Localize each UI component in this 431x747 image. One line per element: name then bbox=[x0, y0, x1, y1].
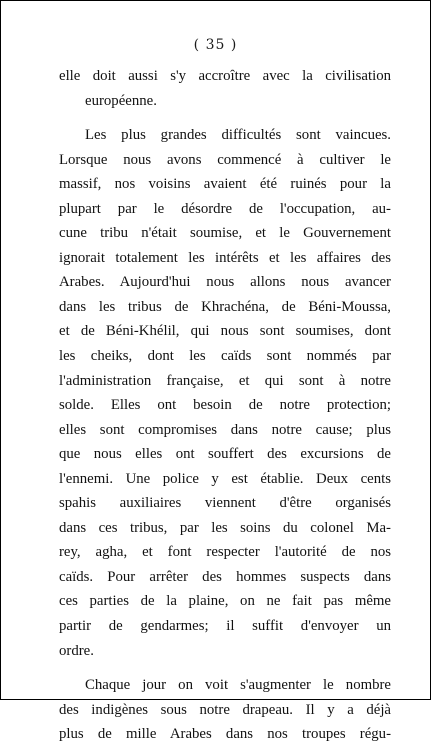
text-line: partir de gendarmes; il suffit d'envoyer un bbox=[59, 618, 391, 635]
text-line: ces parties de la plaine, on ne fait pas même bbox=[59, 593, 391, 610]
page-number: ( 35 ) bbox=[193, 37, 238, 53]
text-line: des indigènes sous notre drapeau. Il y a déjà bbox=[59, 701, 391, 718]
text-line: Arabes. Aujourd'hui nous allons nous avancer bbox=[59, 274, 391, 291]
text-line: caïds. Pour arrêter des hommes suspects dans bbox=[59, 568, 391, 585]
text-line: ignorait totalement les intérêts et les affaires des bbox=[59, 249, 391, 266]
text-line: européenne. bbox=[85, 92, 157, 109]
text-line: plus de mille Arabes dans nos troupes régu- bbox=[59, 726, 391, 743]
text-line: cune tribu n'était soumise, et le Gouvernement bbox=[59, 225, 391, 242]
text-line: elles sont compromises dans notre cause; plus bbox=[59, 421, 391, 438]
text-line: massif, nos voisins avaient été ruinés pour la bbox=[59, 176, 391, 193]
text-line: que nous elles ont souffert des excursions de bbox=[59, 446, 391, 463]
text-line: spahis auxiliaires viennent d'être organisés bbox=[59, 495, 391, 512]
text-line: Lorsque nous avons commencé à cultiver le bbox=[59, 151, 391, 168]
text-line: rey, agha, et font respecter l'autorité de nos bbox=[59, 544, 391, 561]
body-text bbox=[59, 64, 391, 747]
text-line: Les plus grandes difficultés sont vaincues. bbox=[85, 127, 391, 144]
text-line: dans les tribus de Khrachéna, de Béni-Moussa, bbox=[59, 298, 391, 315]
text-line: plupart par le désordre de l'occupation, au- bbox=[59, 200, 391, 217]
text-line: ordre. bbox=[59, 642, 94, 659]
text-line: elle doit aussi s'y accroître avec la civilisation bbox=[59, 68, 391, 84]
text-line: Chaque jour on voit s'augmenter le nombre bbox=[85, 677, 391, 694]
text-line: les cheiks, dont les caïds sont nommés par bbox=[59, 348, 391, 365]
text-line: l'administration française, et qui sont à notre bbox=[59, 372, 391, 389]
text-line: l'ennemi. Une police y est établie. Deux cents bbox=[59, 470, 391, 487]
text-line: et de Béni-Khélil, qui nous sont soumises, dont bbox=[59, 323, 391, 340]
text-line: dans ces tribus, par les soins du colonel Ma- bbox=[59, 519, 391, 536]
text-line: solde. Elles ont besoin de notre protection; bbox=[59, 397, 391, 414]
